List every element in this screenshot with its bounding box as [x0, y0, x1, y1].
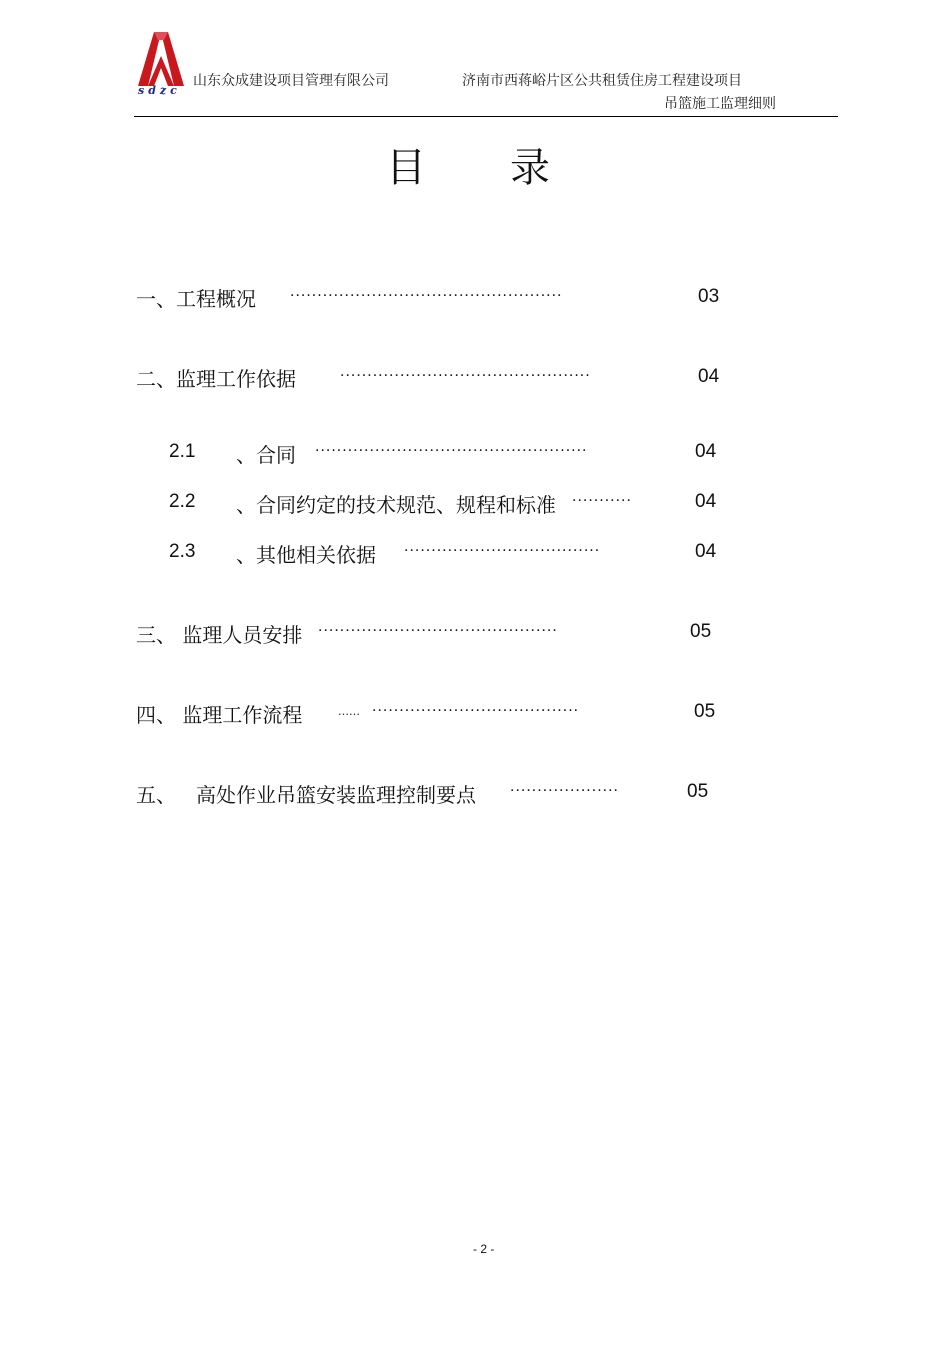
toc-entry-4-leader-short: …… — [338, 705, 360, 718]
toc-entry-4-label[interactable]: 四、 监理工作流程 — [136, 703, 303, 727]
toc-entry-2-1-number: 2.1 — [169, 441, 196, 462]
header-project: 济南市西蒋峪片区公共租赁住房工程建设项目 — [462, 73, 742, 89]
toc-entry-5-prefix: 五、 — [136, 783, 176, 807]
toc-entry-1-page: 03 — [698, 286, 720, 307]
toc-entry-4-leader: ······································ — [372, 703, 580, 719]
toc-title-char-2: 录 — [510, 145, 550, 191]
toc-entry-2-3-label[interactable]: 、其他相关依据 — [236, 543, 376, 567]
toc-entry-2-2-number: 2.2 — [169, 491, 196, 512]
toc-entry-4-page: 05 — [694, 701, 716, 722]
toc-entry-2-2-label[interactable]: 、合同约定的技术规范、规程和标准 — [236, 493, 556, 517]
toc-entry-3-page: 05 — [690, 621, 712, 642]
toc-entry-3-leader: ············································ — [318, 623, 558, 639]
toc-entry-2-1-leader: ·················································· — [315, 443, 588, 459]
toc-entry-2-label[interactable]: 二、监理工作依据 — [136, 367, 296, 391]
toc-entry-3-label[interactable]: 三、 监理人员安排 — [136, 623, 303, 647]
toc-entry-5-leader: ···················· — [510, 783, 620, 799]
toc-entry-2-3-page: 04 — [695, 541, 717, 562]
toc-entry-2-3-number: 2.3 — [169, 541, 196, 562]
header-doc-title: 吊篮施工监理细则 — [664, 96, 776, 112]
toc-entry-1-label[interactable]: 一、工程概况 — [136, 287, 256, 311]
toc-entry-2-2-leader: ··········· — [572, 493, 632, 509]
logo-text: sdzc — [138, 84, 181, 97]
toc-entry-5-page: 05 — [687, 781, 709, 802]
toc-entry-5-label[interactable]: 高处作业吊篮安装监理控制要点 — [196, 783, 476, 807]
toc-entry-2-leader: ·············································· — [340, 368, 591, 384]
toc-entry-2-2-page: 04 — [695, 491, 717, 512]
header-rule — [134, 116, 838, 117]
toc-entry-2-1-label[interactable]: 、合同 — [236, 443, 296, 467]
toc-entry-2-page: 04 — [698, 366, 720, 387]
toc-entry-1-leader: ·················································· — [290, 288, 563, 304]
header-company: 山东众成建设项目管理有限公司 — [193, 73, 389, 89]
toc-entry-2-1-page: 04 — [695, 441, 717, 462]
page-number: - 2 - — [473, 1242, 495, 1256]
toc-entry-2-3-leader: ···································· — [404, 543, 601, 559]
toc-title-char-1: 目 — [386, 145, 426, 191]
